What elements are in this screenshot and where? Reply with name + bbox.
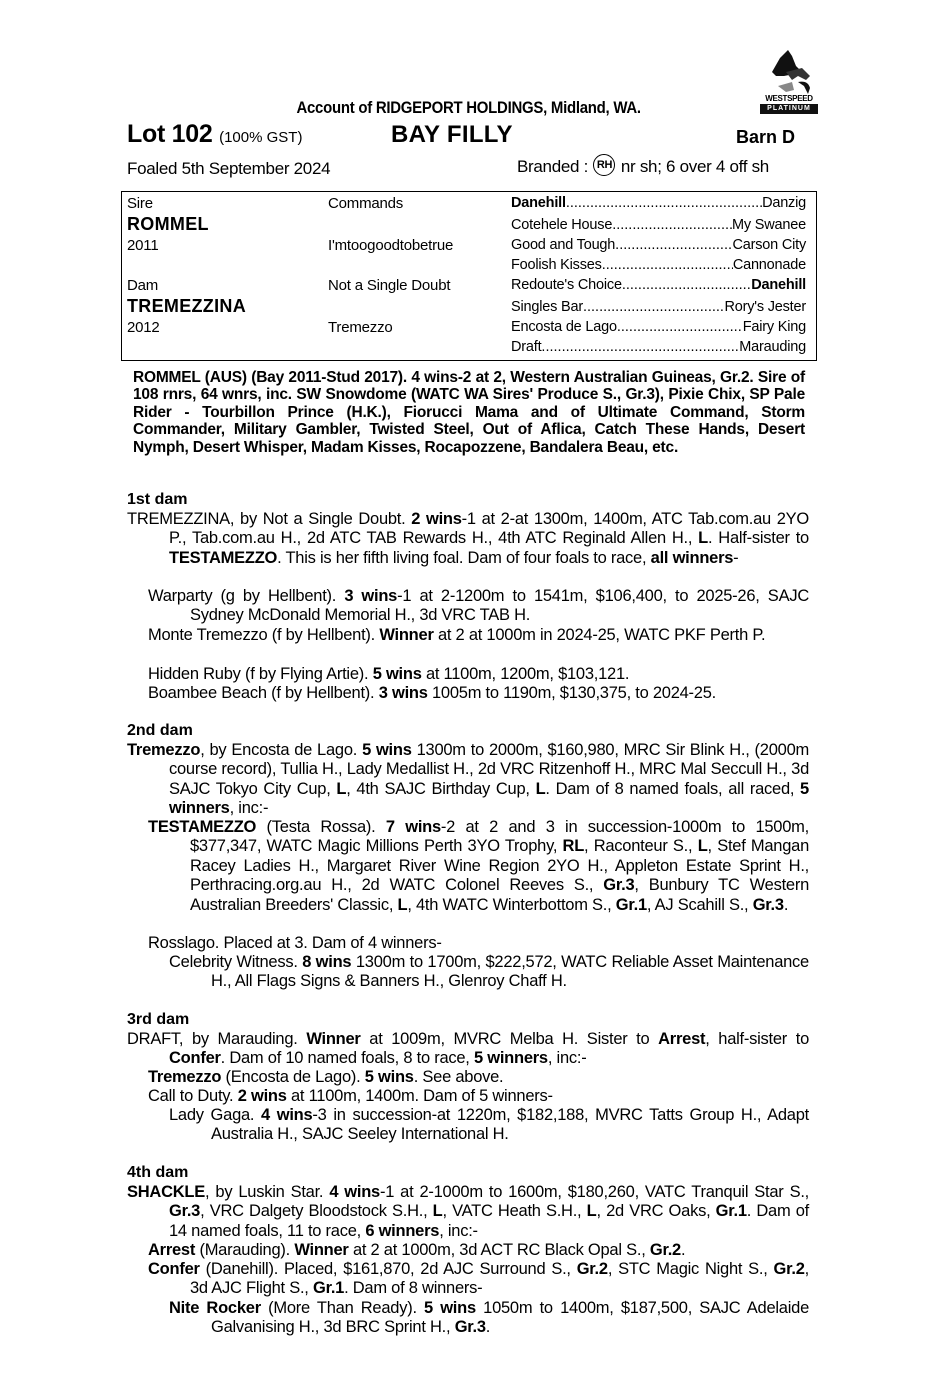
- barn-location: Barn D: [736, 127, 796, 147]
- dam1-progeny: Hidden Ruby (f by Flying Artie). 5 wins at 1100m, 1200m, $103,121.: [148, 665, 630, 683]
- section-heading-1st-dam: 1st dam: [127, 491, 188, 508]
- gen3-right: Rory's Jester: [724, 299, 806, 315]
- branded-prefix: Branded :: [517, 157, 589, 176]
- gen3-row: [511, 277, 806, 293]
- gen3-right: Marauding: [739, 339, 806, 355]
- dam3-progeny: Tremezzo (Encosta de Lago). 5 wins. See above.: [148, 1068, 504, 1086]
- branded-suffix: nr sh; 6 over 4 off sh: [620, 157, 769, 176]
- sire-summary: ROMMEL (AUS) (Bay 2011-Stud 2017). 4 wins-2 at 2, Western Australian Guineas, Gr.2. Sire of 108 rnrs, 64 wnrs, inc. SW Snowdome (WATC WA Sires' Produce S., Gr.3), Pixie Chix, SP Pale Rider - Tourbillon Prince (H.K.), Fiorucci Mama and of Ultimate Command, Storm Commander, Military Gambler, Twisted Steel, Out of Aflica, Catch These Hands, Desert Nymph, Desert Whisper, Madam Kisses, Rocapozzene, Bandalera Beau, etc.: [133, 369, 805, 456]
- gen3-row: [511, 217, 806, 233]
- gen3-left: Encosta de Lago: [511, 319, 617, 335]
- dam4-progeny: Confer (Danehill). Placed, $161,870, 2d AJC Surround S., Gr.2, STC Magic Night S., Gr.2, 3d AJC Flight S., Gr.1. Dam of 8 winners-: [148, 1260, 809, 1298]
- gen3-right: Carson City: [732, 237, 806, 253]
- gen3-left: Redoute's Choice: [511, 277, 622, 293]
- brand-mark-icon: RH: [593, 154, 615, 176]
- dam2-progeny: Rosslago. Placed at 3. Dam of 4 winners-: [148, 934, 442, 952]
- dam2-progeny: TESTAMEZZO (Testa Rossa). 7 wins-2 at 2 and 3 in succession-1000m to 1500m, $377,347, WATC Magic Millions Perth 3YO Trophy, RL, Raconteur S., L, Stef Mangan Racey Ladies H., Margaret River Wine Region 2YO H., Appleton Estate Sprint H., Perthracing.org.au H., 2d WATC Colonel Reeves S., Gr.3, Bunbury TC Western Australian Breeders' Classic, L, 4th WATC Winterbottom S., Gr.1, AJ Scahill S., Gr.3.: [148, 818, 810, 914]
- gen3-left: Good and Tough: [511, 237, 616, 253]
- gen3-row: [511, 195, 806, 211]
- gen3-left: Draft: [511, 339, 542, 355]
- gen3-row: [511, 319, 806, 335]
- pedigree-table: [121, 191, 817, 361]
- gen3-right: Danehill: [751, 277, 806, 293]
- sire-label: Sire: [127, 195, 153, 212]
- gen2-dam-dam: Tremezzo: [328, 319, 393, 336]
- dam2-text: Tremezzo, by Encosta de Lago. 5 wins 1300m to 2000m, $160,980, MRC Sir Blink H., (2000m course record), Tullia H., Lady Medallist H., 2d VRC Ritzenhoff H., MRC Mal Seccull H., 3d SAJC Tokyo City Cup, L, 4th SAJC Birthday Cup, L. Dam of 8 named foals, all raced, 5 winners, inc:-: [127, 741, 810, 818]
- sire-name: ROMMEL: [127, 214, 209, 234]
- gen2-dam-sire: Not a Single Doubt: [328, 277, 451, 294]
- foaled-date: Foaled 5th September 2024: [127, 159, 331, 178]
- dam1-progeny: Boambee Beach (f by Hellbent). 3 wins 1005m to 1190m, $130,375, to 2024-25.: [148, 684, 716, 702]
- gen2-sire-sire: Commands: [328, 195, 404, 212]
- gen3-left: Foolish Kisses: [511, 257, 602, 273]
- dam3-text: DRAFT, by Marauding. Winner at 1009m, MVRC Melba H. Sister to Arrest, half-sister to Confer. Dam of 10 named foals, 8 to race, 5 winners, inc:-: [127, 1030, 809, 1068]
- dam4-grandprogeny: Nite Rocker (More Than Ready). 5 wins 1050m to 1400m, $187,500, SAJC Adelaide Galvanising H., 3d BRC Sprint H., Gr.3.: [169, 1299, 810, 1337]
- gen3-row: [511, 257, 806, 273]
- dam1-text: TREMEZZINA, by Not a Single Doubt. 2 wins-1 at 2-at 1300m, 1400m, ATC Tab.com.au 2YO P., Tab.com.au H., 2d ATC TAB Rewards H., 4th ATC Reginald Allen H., L. Half-sister to TESTAMEZZO. This is her fifth living foal. Dam of four foals to race, all winners-: [127, 510, 810, 567]
- dam1-progeny: Monte Tremezzo (f by Hellbent). Winner at 2 at 1000m in 2024-25, WATC PKF Perth P.: [148, 626, 766, 644]
- vendor-account: Account of RIDGEPORT HOLDINGS, Midland, WA.: [296, 98, 641, 117]
- dam3-grandprogeny: Lady Gaga. 4 wins-3 in succession-at 1220m, $182,188, MVRC Tatts Group H., Adapt Australia H., SAJC Seeley International H.: [169, 1106, 809, 1144]
- section-heading-2nd-dam: 2nd dam: [127, 722, 193, 739]
- dam1-progeny: Warparty (g by Hellbent). 3 wins-1 at 2-1200m to 1541m, $106,400, to 2025-26, SAJC Sydney McDonald Memorial H., 3d VRC TAB H.: [148, 587, 809, 625]
- gen3-left: Danehill: [511, 195, 566, 211]
- gen3-row: [511, 237, 806, 253]
- gen3-row: [511, 339, 806, 355]
- dam4-text: SHACKLE, by Luskin Star. 4 wins-1 at 2-1000m to 1600m, $180,260, VATC Tranquil Star S., Gr.3, VRC Dalgety Bloodstock S.H., L, VATC Heath S.H., L, 2d VRC Oaks, Gr.1. Dam of 14 named foals, 11 to race, 6 winners, inc:-: [127, 1183, 809, 1240]
- dam-name: TREMEZZINA: [127, 296, 246, 316]
- gen3-left: Singles Bar: [511, 299, 583, 315]
- gen3-row: [511, 299, 806, 315]
- gen3-left: Cotehele House: [511, 217, 613, 233]
- dam4-progeny: Arrest (Marauding). Winner at 2 at 1000m, 3d ACT RC Black Opal S., Gr.2.: [148, 1241, 686, 1259]
- gen3-right: Fairy King: [742, 319, 806, 335]
- lot-label: Lot 102: [127, 120, 213, 148]
- section-heading-3rd-dam: 3rd dam: [127, 1011, 190, 1028]
- logo-tier: PLATINUM: [760, 104, 818, 114]
- gen3-right: Danzig: [762, 195, 806, 211]
- horse-description: BAY FILLY: [391, 121, 513, 148]
- gen3-right: Cannonade: [732, 257, 806, 273]
- logo-brand: WESTSPEED: [765, 94, 813, 103]
- lot-number: [127, 120, 302, 149]
- dam2-grandprogeny: Celebrity Witness. 8 wins 1300m to 1700m, $222,572, WATC Reliable Asset Maintenance H., All Flags Signs & Banners H., Glenroy Chaff H.: [169, 953, 809, 991]
- gst-note: (100% GST): [219, 129, 303, 146]
- dam3-progeny: Call to Duty. 2 wins at 1100m, 1400m. Dam of 5 winners-: [148, 1087, 553, 1105]
- gen3-right: My Swanee: [732, 217, 806, 233]
- dam-label: Dam: [127, 277, 159, 294]
- dam-year: 2012: [127, 319, 160, 336]
- gen2-sire-dam: I'mtoogoodtobetrue: [328, 237, 454, 254]
- brand-info: [517, 157, 769, 177]
- section-heading-4th-dam: 4th dam: [127, 1164, 189, 1181]
- sire-year: 2011: [127, 237, 159, 254]
